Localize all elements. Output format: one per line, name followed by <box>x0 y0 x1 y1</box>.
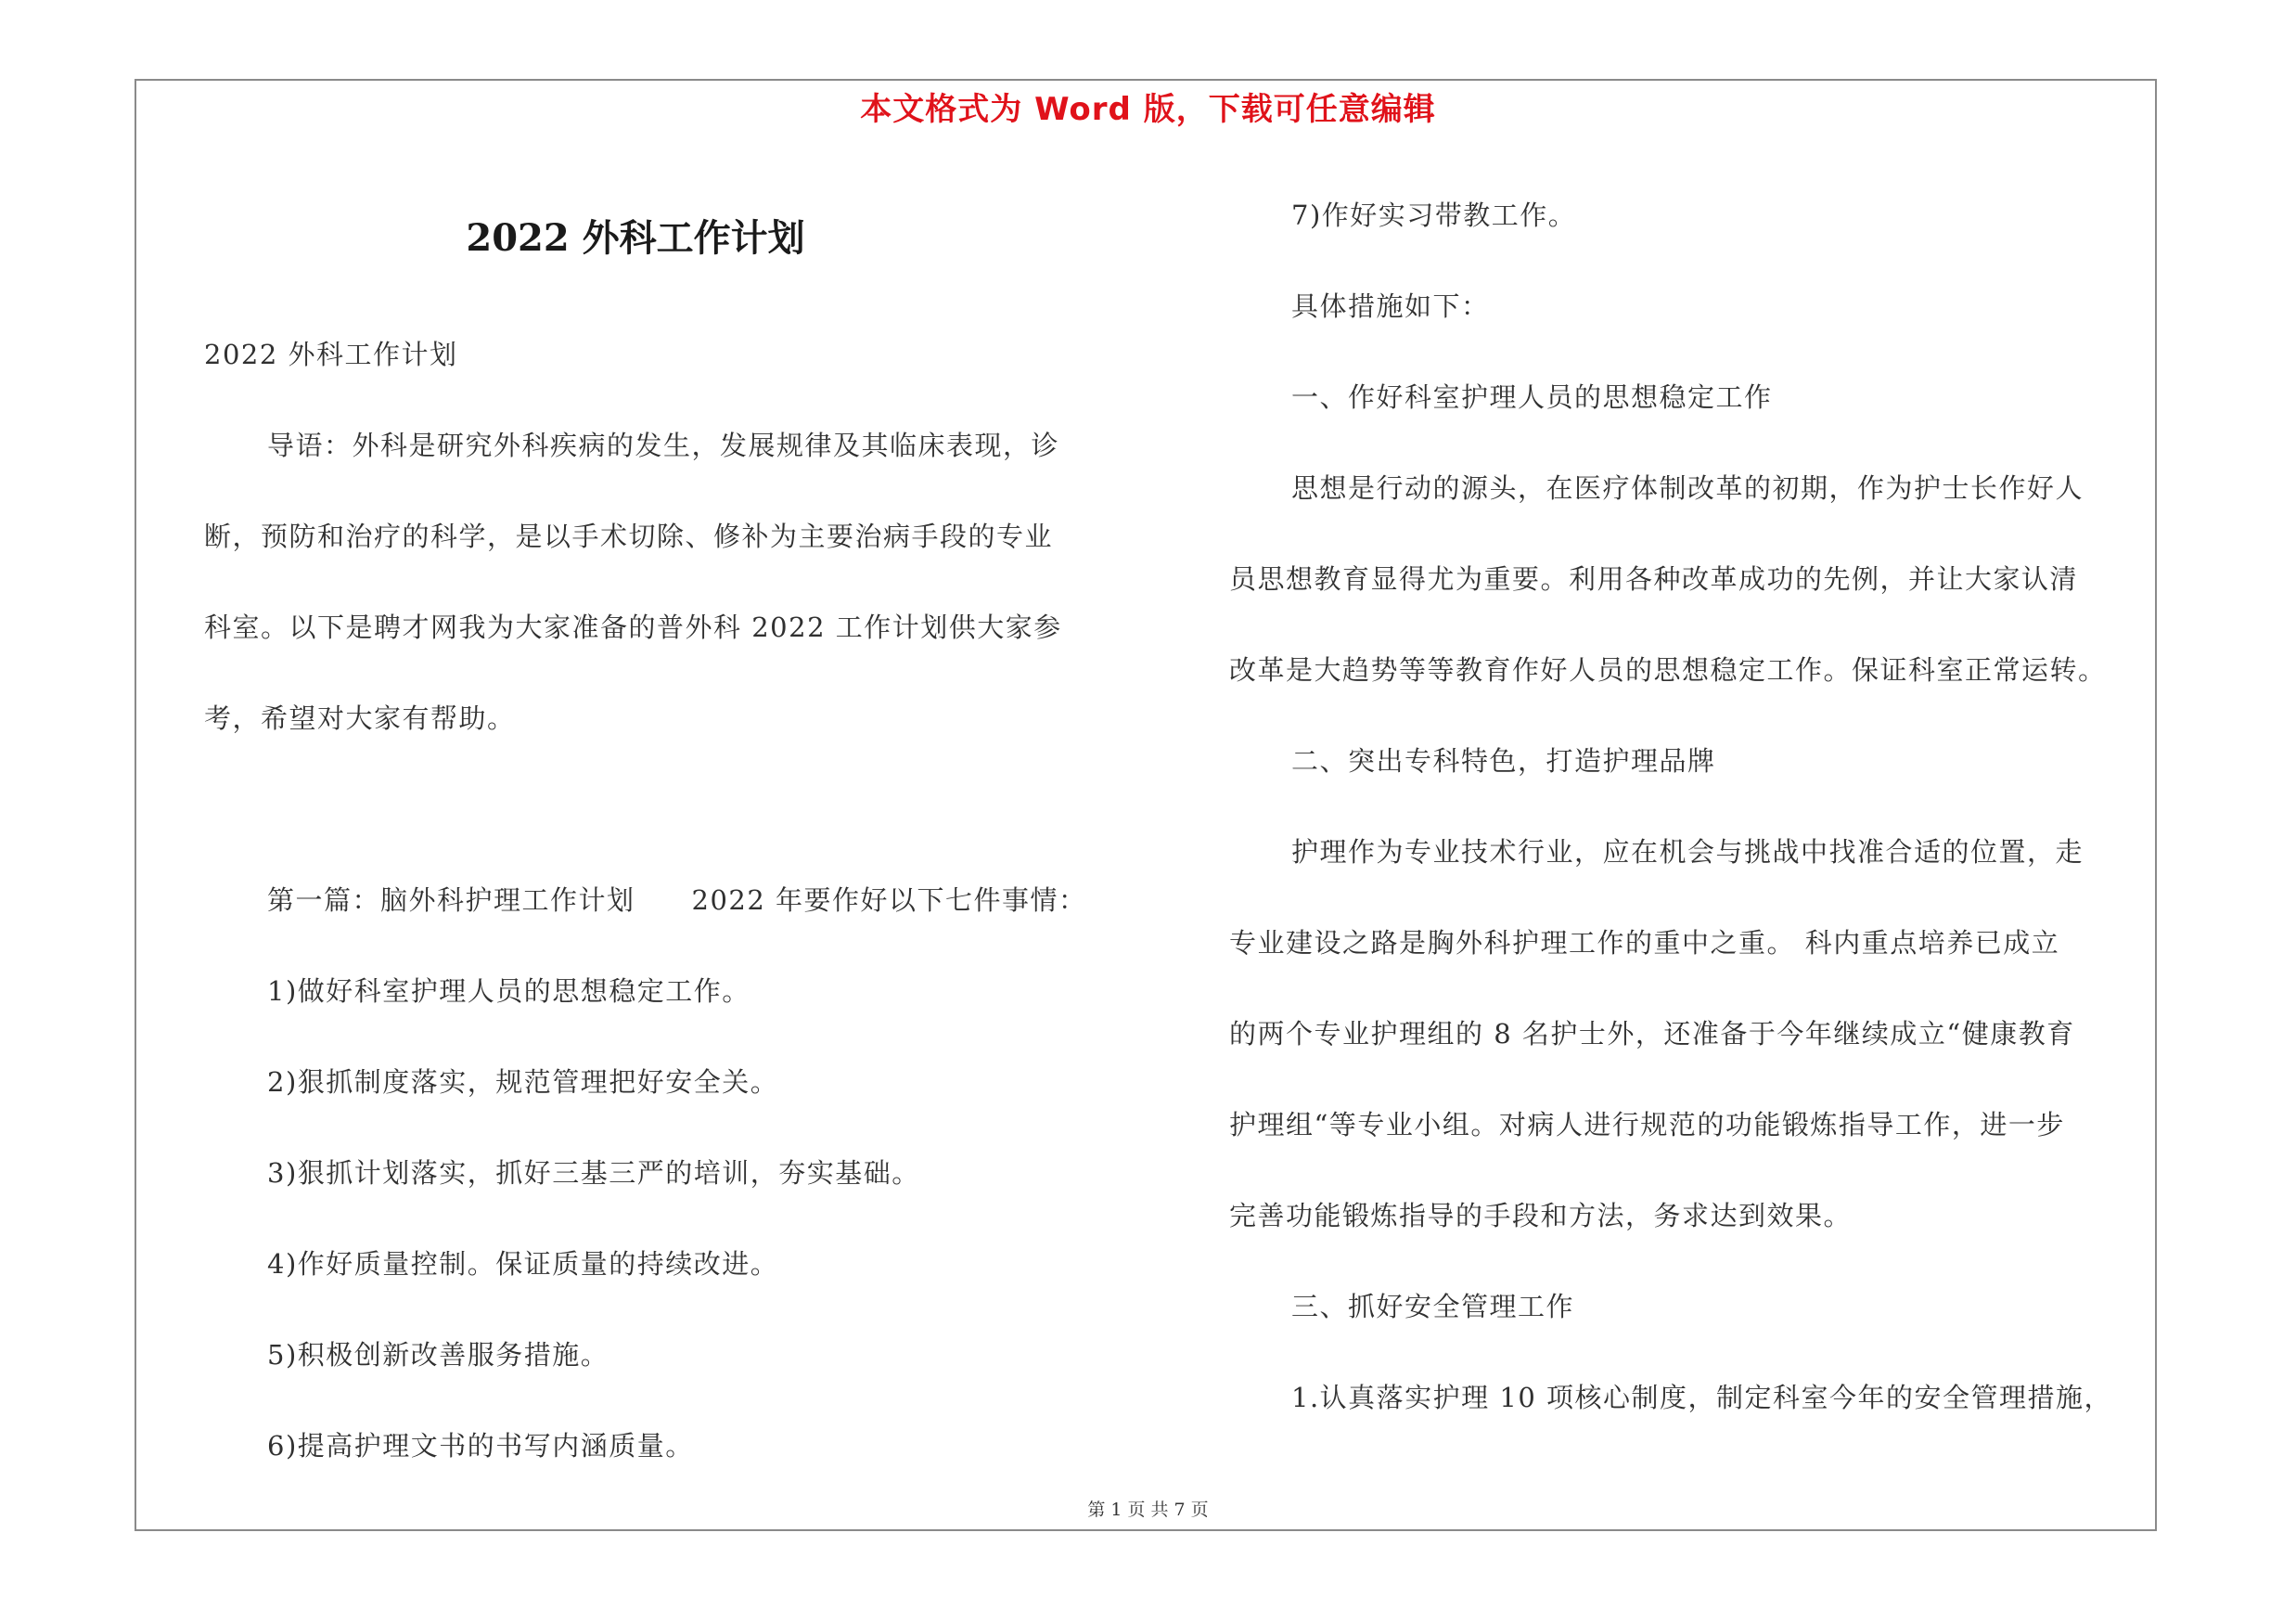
paragraph-line: 具体措施如下： <box>1291 290 1490 322</box>
paragraph-line: 改革是大趋势等等教育作好人员的思想稳定工作。保证科室正常运转。 <box>1229 654 2107 686</box>
section-heading: 一、作好科室护理人员的思想稳定工作 <box>1291 381 1773 413</box>
paragraph-line: 1.认真落实护理 10 项核心制度，制定科室今年的安全管理措施， <box>1291 1382 2113 1413</box>
section-heading: 二、突出专科特色，打造护理品牌 <box>1291 745 1716 777</box>
paragraph-line: 专业建设之路是胸外科护理工作的重中之重。 科内重点培养已成立 <box>1229 927 2060 959</box>
paragraph-line: 的两个专业护理组的 8 名护士外，还准备于今年继续成立“健康教育 <box>1229 1018 2075 1050</box>
paragraph-line: 护理组“等专业小组。对病人进行规范的功能锻炼指导工作，进一步 <box>1229 1109 2065 1140</box>
intro-line: 导语：外科是研究外科疾病的发生，发展规律及其临床表现，诊 <box>267 430 1060 461</box>
subtitle: 2022 外科工作计划 <box>204 339 458 370</box>
section-heading: 三、抓好安全管理工作 <box>1291 1291 1575 1322</box>
list-item: 7)作好实习带教工作。 <box>1291 200 1577 231</box>
list-item: 3)狠抓计划落实，抓好三基三严的培训，夯实基础。 <box>267 1157 920 1189</box>
list-item: 2)狠抓制度落实，规范管理把好安全关。 <box>267 1066 779 1098</box>
intro-line: 断，预防和治疗的科学，是以手术切除、修补为主要治病手段的专业 <box>204 521 1054 552</box>
intro-line: 考，希望对大家有帮助。 <box>204 702 516 734</box>
paragraph-line: 思想是行动的源头，在医疗体制改革的初期，作为护士长作好人 <box>1291 472 2084 504</box>
list-item: 1)做好科室护理人员的思想稳定工作。 <box>267 975 750 1007</box>
intro-line: 科室。以下是聘才网我为大家准备的普外科 2022 工作计划供大家参 <box>204 612 1062 643</box>
format-banner: 本文格式为 Word 版，下载可任意编辑 <box>860 91 1436 128</box>
paragraph-line: 员思想教育显得尤为重要。利用各种改革成功的先例，并让大家认清 <box>1229 563 2079 595</box>
list-item: 5)积极创新改善服务措施。 <box>267 1339 609 1371</box>
page-footer: 第 1 页 共 7 页 <box>1087 1500 1209 1520</box>
paragraph-line: 护理作为专业技术行业，应在机会与挑战中找准合适的位置，走 <box>1291 836 2084 868</box>
list-item: 4)作好质量控制。保证质量的持续改进。 <box>267 1248 779 1280</box>
paragraph-line: 完善功能锻炼指导的手段和方法，务求达到效果。 <box>1229 1200 1853 1231</box>
document-title: 2022 外科工作计划 <box>466 216 805 260</box>
list-item: 6)提高护理文书的书写内涵质量。 <box>267 1430 694 1462</box>
page-frame <box>135 79 2157 1531</box>
section-heading: 第一篇：脑外科护理工作计划 2022 年要作好以下七件事情： <box>267 884 1087 916</box>
